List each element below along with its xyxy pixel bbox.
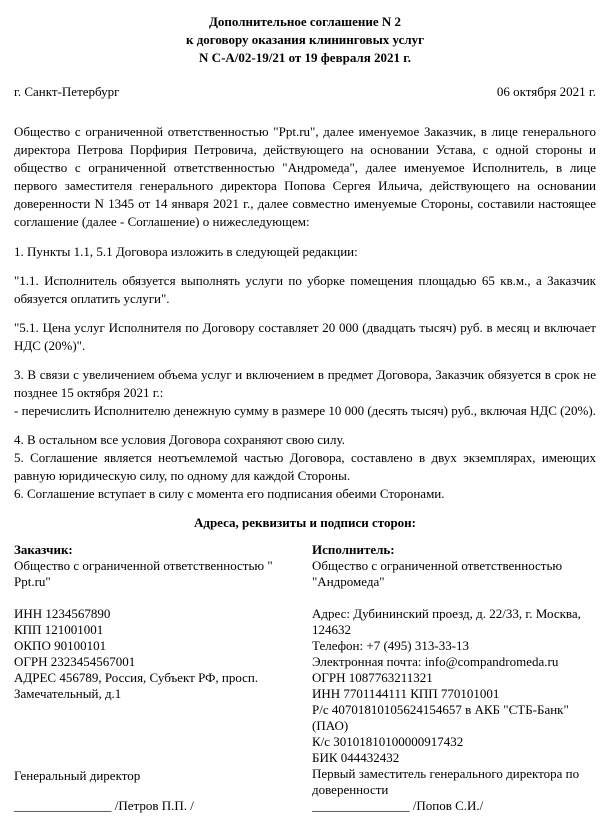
spacer [312,590,596,606]
contractor-detail-line: ОГРН 1087763211321 [312,670,433,685]
meta-row [14,83,596,101]
clause-6: 6. Соглашение вступает в силу с момента его подписания обеими Сторонами. [14,486,445,501]
signatures-columns [14,542,596,814]
contractor-detail-line: Телефон: +7 (495) 313-33-13 [312,638,470,653]
contractor-detail-line: Первый заместитель генерального директора по доверенности [312,766,580,797]
customer-detail-line: ОГРН 2323454567001 [14,654,136,669]
clause-3 [14,366,596,420]
customer-name [14,558,298,590]
clause-5: 5. Соглашение является неотъемлемой частью Договора, составлено в двух экземплярах, имеющих равную юридическую силу, по одному для каждой Стороны. [14,450,596,483]
title-line-2: к договору оказания клининговых услуг [185,32,425,47]
clause-5-1: "5.1. Цена услуг Исполнителя по Договору составляет 20 000 (двадцать тысяч) руб. в месяц и включает НДС (20%)". [14,320,596,353]
contractor-detail-line: ИНН 7701144111 КПП 770101001 [312,686,500,701]
clauses-4-5-6 [14,431,596,503]
contractor-details [312,606,596,798]
clause-1-1: "1.1. Исполнитель обязуется выполнять услуги по уборке помещения площадью 65 кв.м., а Заказчик обязуется оплатить услуги". [14,273,596,306]
contractor-name [312,558,596,590]
contractor-name-line: "Андромеда" [312,574,385,589]
spacer [14,590,298,606]
customer-signature-block [14,768,298,814]
clause-3-item: - перечислить Исполнителю денежную сумму в размере 10 000 (десять тысяч) руб., включая НДС (20%). [14,403,596,418]
clause-3-intro: 3. В связи с увеличением объема услуг и включением в предмет Договора, Заказчик обязуется в срок не позднее 15 октября 2021 г.: [14,367,596,400]
document-title [14,13,596,67]
customer-detail-line: КПП 121001001 [14,622,104,637]
customer-details [14,606,298,702]
contractor-detail-line: Адрес: Дубининский проезд, д. 22/33, г. Москва, 124632 [312,606,581,637]
signatures-section-header: Адреса, реквизиты и подписи сторон: [193,515,416,530]
preamble-paragraph: Общество с ограниченной ответственностью "Ppt.ru", далее именуемое Заказчик, в лице генерального директора Петрова Порфирия Петровича, действующего на основании Устава, с одной стороны и общество с ограниченной ответственностью "Андромеда", далее именуемое Исполнитель, в лице первого заместителя генерального директора Попова Сергея Ильича, действующего на основании доверенности N 1345 от 14 января 2021 г., далее совместно именуемые Стороны, составили настоящее соглашение (далее - Соглашение) о нижеследующем: [14,124,596,229]
contractor-signature-line: _______________ /Попов С.И./ [312,798,484,813]
customer-column [14,542,298,814]
customer-detail-line: АДРЕС 456789, Россия, Субъект РФ, просп. Замечательный, д.1 [14,670,259,701]
contractor-name-line: Общество с ограниченной ответственностью [312,558,563,573]
contractor-detail-line: К/с 30101810100000917432 [312,734,464,749]
clause-1: 1. Пункты 1.1, 5.1 Договора изложить в следующей редакции: [14,244,358,259]
contractor-detail-line: Р/с 40701810105624154657 в АКБ "СТБ-Банк" (ПАО) [312,702,569,733]
customer-detail-line: ОКПО 90100101 [14,638,107,653]
customer-name-line: Общество с ограниченной ответственностью " [14,558,273,573]
customer-name-line: Ppt.ru" [14,574,51,589]
clause-4: 4. В остальном все условия Договора сохраняют свою силу. [14,432,345,447]
contractor-column [312,542,596,814]
document-city: г. Санкт-Петербург [14,84,120,99]
title-line-3: N С-А/02-19/21 от 19 февраля 2021 г. [199,50,411,65]
title-line-1: Дополнительное соглашение N 2 [208,14,402,29]
customer-detail-line: ИНН 1234567890 [14,606,111,621]
contractor-role-label: Исполнитель: [312,542,395,557]
contractor-detail-line: Электронная почта: info@compandromeda.ru [312,654,559,669]
document-date: 06 октября 2021 г. [496,84,596,99]
customer-signature-line: _______________ /Петров П.П. / [14,798,194,813]
customer-position: Генеральный директор [14,768,141,783]
contractor-detail-line: БИК 044432432 [312,750,400,765]
customer-role-label: Заказчик: [14,542,73,557]
